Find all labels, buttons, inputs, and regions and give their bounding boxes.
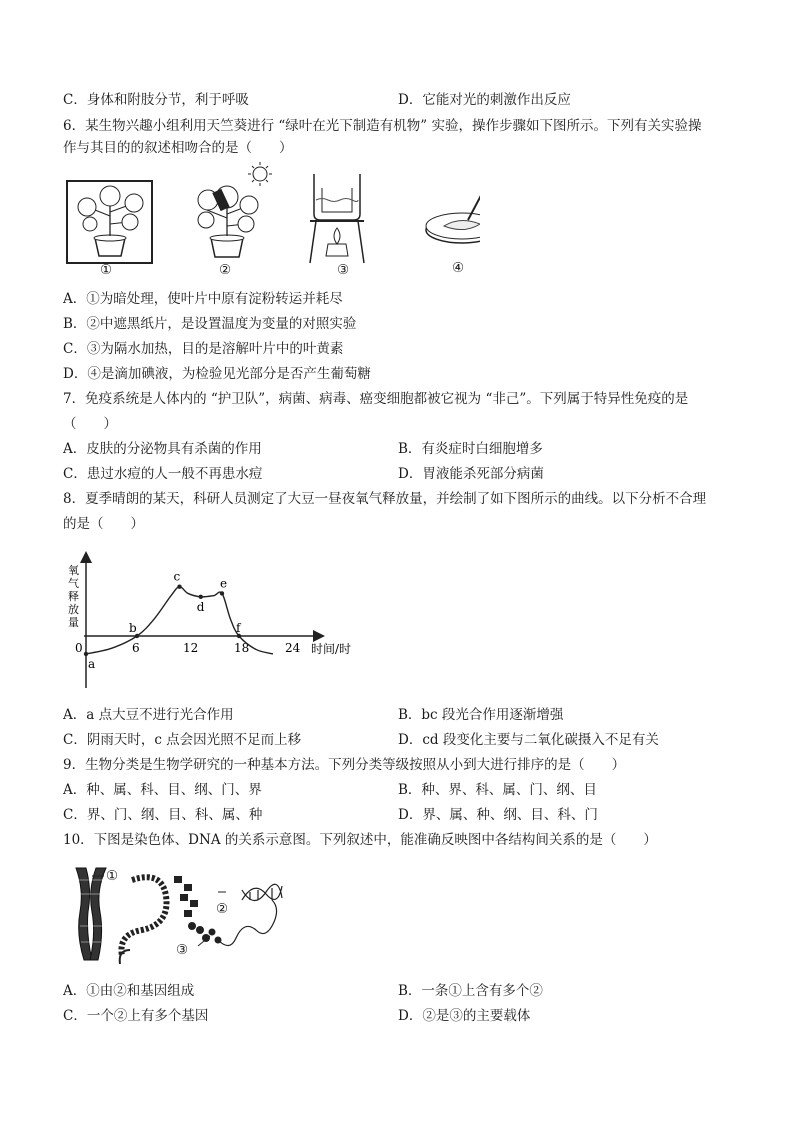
step2-label: ② bbox=[219, 262, 232, 278]
coiled-chromatin-image bbox=[121, 877, 166, 956]
label-1-chromosome: ① bbox=[106, 868, 119, 884]
nucleosome-beads-image bbox=[174, 876, 222, 944]
point-label-d: d bbox=[196, 599, 205, 614]
x-axis-label: 时间/时 bbox=[311, 642, 352, 656]
oxygen-release-chart bbox=[62, 540, 372, 698]
q10-stem: 10．下图是染色体、DNA 的关系示意图。下列叙述中，能准确反映图中各结构间关系的是（ ） bbox=[63, 832, 657, 848]
step1-dark-treatment-image bbox=[67, 181, 152, 263]
option-c-q5: C．身体和附肢分节，利于呼吸 bbox=[63, 92, 249, 108]
point-label-a: a bbox=[88, 656, 96, 671]
point-d bbox=[199, 595, 203, 599]
x-tick-label: 0 bbox=[75, 641, 83, 655]
dna-helix-image bbox=[242, 884, 282, 900]
point-label-c: c bbox=[173, 569, 181, 584]
y-label-char: 释 bbox=[68, 590, 79, 603]
q7-stem-line2: （ ） bbox=[63, 416, 117, 432]
point-a bbox=[84, 652, 88, 656]
step1-label: ① bbox=[100, 262, 113, 278]
point-label-f: f bbox=[236, 621, 241, 635]
point-e bbox=[220, 591, 224, 595]
step4-iodine-drop-image bbox=[426, 173, 480, 243]
q10-option-d: D．②是③的主要载体 bbox=[398, 1008, 531, 1024]
y-axis-label bbox=[68, 563, 79, 629]
label-2-dna: ② bbox=[216, 901, 229, 917]
q6-option-a: A．①为暗处理，使叶片中原有淀粉转运并耗尽 bbox=[63, 291, 343, 307]
q8-option-a: A．a 点大豆不进行光合作用 bbox=[63, 707, 234, 723]
option-d-q5: D．它能对光的刺激作出反应 bbox=[398, 92, 571, 108]
y-label-char: 放 bbox=[68, 603, 79, 616]
q10-option-a: A．①由②和基因组成 bbox=[63, 983, 195, 999]
q6-option-c: C．③为隔水加热，目的是溶解叶片中的叶黄素 bbox=[63, 341, 344, 357]
x-tick-label: 6 bbox=[132, 641, 140, 655]
q9-option-b: B．种、界、科、属、门、纲、目 bbox=[398, 782, 597, 798]
q7-option-b: B．有炎症时白细胞增多 bbox=[398, 441, 543, 457]
q6-option-d: D．④是滴加碘液，为检验见光部分是否产生葡萄糖 bbox=[63, 366, 371, 382]
q9-stem: 9．生物分类是生物学研究的一种基本方法。下列分类等级按照从小到大进行排序的是（ ） bbox=[63, 757, 626, 773]
q8-option-c: C．阴雨天时，c 点会因光照不足而上移 bbox=[63, 732, 302, 748]
q8-stem-line2: 的是（ ） bbox=[63, 516, 144, 532]
q8-option-d: D．cd 段变化主要与二氧化碳摄入不足有关 bbox=[398, 732, 659, 748]
q7-stem-line1: 7．免疫系统是人体内的 “护卫队”，病菌、病毒、癌变细胞都被它视为 “非己”。下列属于特异性免疫的是 bbox=[63, 391, 689, 407]
y-label-char: 量 bbox=[68, 616, 79, 629]
q8-option-b: B．bc 段光合作用逐渐增强 bbox=[398, 707, 564, 723]
q7-option-d: D．胃液能杀死部分病菌 bbox=[398, 466, 544, 482]
q10-option-b: B．一条①上含有多个② bbox=[398, 983, 543, 999]
step3-water-bath-image bbox=[310, 174, 364, 263]
point-c bbox=[177, 585, 181, 589]
step2-light-treatment-image bbox=[198, 162, 272, 257]
q7-option-a: A．皮肤的分泌物具有杀菌的作用 bbox=[63, 441, 262, 457]
q6-stem-line2: 作与其目的的叙述相吻合的是（ ） bbox=[63, 140, 293, 156]
y-label-char: 氧 bbox=[68, 564, 79, 577]
q9-option-d: D．界、属、种、纲、目、科、门 bbox=[398, 807, 598, 823]
y-label-char: 气 bbox=[68, 577, 79, 590]
x-tick-label: 12 bbox=[183, 641, 199, 655]
point-label-e: e bbox=[220, 576, 228, 591]
chromosome-image bbox=[76, 868, 106, 960]
q9-option-c: C．界、门、纲、目、科、属、种 bbox=[63, 807, 263, 823]
step3-label: ③ bbox=[337, 262, 350, 278]
q6-experiment-figure bbox=[60, 160, 480, 282]
q7-option-c: C．患过水痘的人一般不再患水痘 bbox=[63, 466, 263, 482]
x-tick-label: 18 bbox=[234, 641, 250, 655]
label-3-gene: ③ bbox=[176, 942, 189, 958]
x-tick-label: 24 bbox=[285, 641, 301, 655]
q6-stem-line1: 6．某生物兴趣小组利用天竺葵进行 “绿叶在光下制造有机物” 实验，操作步骤如下图所示。下列有关实验操 bbox=[63, 118, 702, 134]
q6-option-b: B．②中遮黑纸片，是设置温度为变量的对照实验 bbox=[63, 316, 357, 332]
step4-label: ④ bbox=[452, 260, 465, 276]
q8-stem-line1: 8．夏季晴朗的某天，科研人员测定了大豆一昼夜氧气释放量，并绘制了如下图所示的曲线。以下分析不合理 bbox=[63, 491, 707, 507]
q9-option-a: A．种、属、科、目、纲、门、界 bbox=[63, 782, 262, 798]
point-label-b: b bbox=[129, 621, 137, 635]
q10-option-c: C．一个②上有多个基因 bbox=[63, 1008, 209, 1024]
